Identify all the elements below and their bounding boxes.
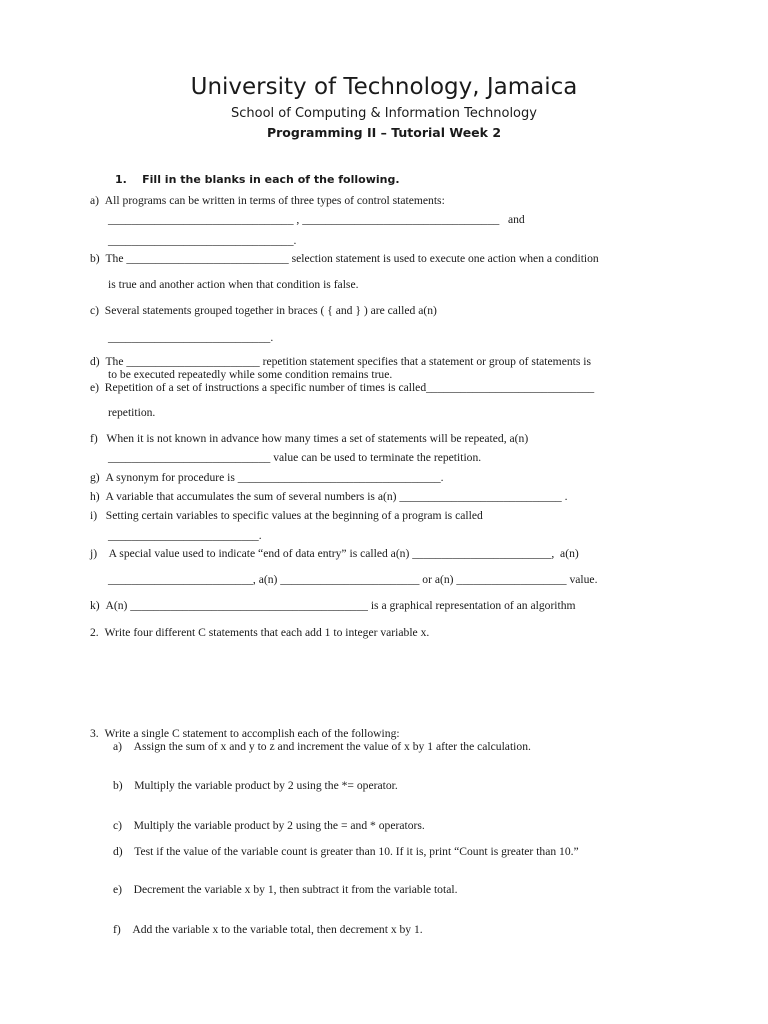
question-1f-continued: ____________________________ value can be used to terminate the repetition. (108, 451, 482, 464)
question-1a: a) All programs can be written in terms of three types of control statements: (90, 194, 445, 207)
question-1i-blank: __________________________. (108, 529, 262, 542)
question-2: 2. Write four different C statements that each add 1 to integer variable x. (90, 626, 430, 639)
question-1c: c) Several statements grouped together in braces ( { and } ) are called a(n) (90, 304, 437, 317)
question-1f: f) When it is not known in advance how many times a set of statements will be repeated, a(n) (90, 432, 529, 445)
question-1a-blanks-line2: ________________________________. (108, 234, 297, 247)
question-1i: i) Setting certain variables to specific values at the beginning of a program is called (90, 509, 483, 522)
question-3a: a) Assign the sum of x and y to z and increment the value of x by 1 after the calculation. (113, 740, 531, 753)
question-1e-continued: repetition. (108, 406, 156, 419)
question-1g: g) A synonym for procedure is ___________________________________. (90, 471, 444, 484)
question-1a-blanks-line1: ________________________________ , __________________________________ and (108, 213, 525, 226)
question-1b-continued: is true and another action when that condition is false. (108, 278, 359, 291)
question-1k: k) A(n) _________________________________________ is a graphical representation of an algorithm (90, 599, 576, 612)
question-1c-blank: ____________________________. (108, 331, 274, 344)
document-title: University of Technology, Jamaica (190, 74, 578, 100)
section-1-heading: 1. Fill in the blanks in each of the following. (115, 173, 400, 186)
section-3-heading: 3. Write a single C statement to accomplish each of the following: (90, 727, 400, 740)
question-1j-continued: _________________________, a(n) ________________________ or a(n) ___________________ value. (108, 573, 598, 586)
question-3b: b) Multiply the variable product by 2 using the *= operator. (113, 779, 398, 792)
question-1b: b) The ____________________________ selection statement is used to execute one action when a condition (90, 252, 599, 265)
question-1j: j) A special value used to indicate “end of data entry” is called a(n) ________________________, a(n) (90, 547, 579, 560)
question-3c: c) Multiply the variable product by 2 using the = and * operators. (113, 819, 425, 832)
question-1d-continued: to be executed repeatedly while some condition remains true. (108, 368, 393, 381)
school-name: School of Computing & Information Technology (231, 106, 537, 121)
question-3d: d) Test if the value of the variable count is greater than 10. If it is, print “Count is greater than 10.” (113, 845, 579, 858)
question-1d: d) The _______________________ repetition statement specifies that a statement or group of statements is (90, 355, 591, 368)
question-1e: e) Repetition of a set of instructions a specific number of times is called_____________________________ (90, 381, 595, 394)
course-title: Programming II – Tutorial Week 2 (266, 125, 502, 140)
question-3f: f) Add the variable x to the variable total, then decrement x by 1. (113, 923, 423, 936)
question-1h: h) A variable that accumulates the sum of several numbers is a(n) ____________________________ . (90, 490, 568, 503)
question-3e: e) Decrement the variable x by 1, then subtract it from the variable total. (113, 883, 458, 896)
